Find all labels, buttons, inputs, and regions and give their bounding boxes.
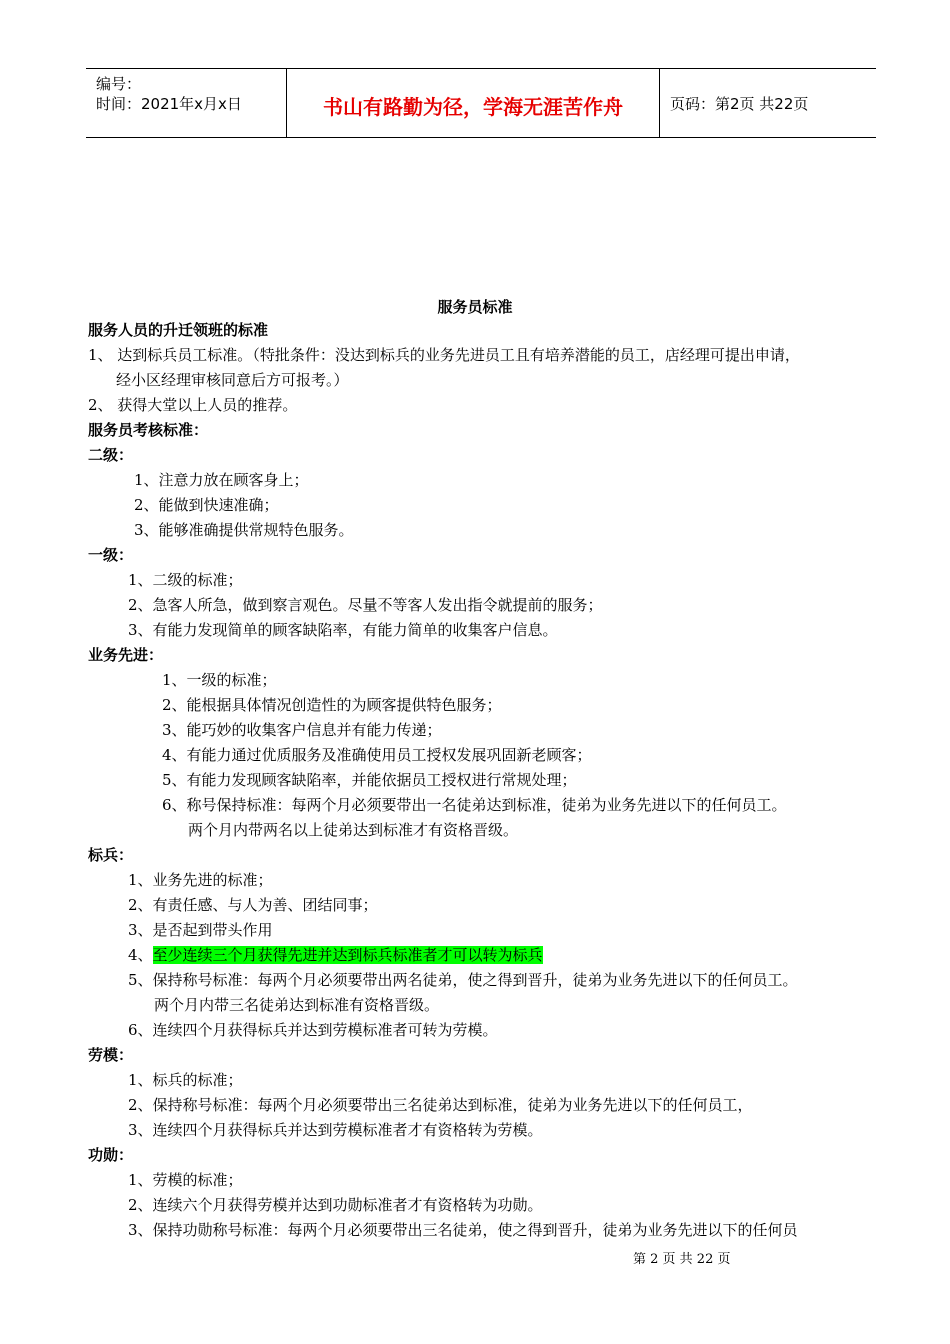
model-item-4-number: 4、 [128,946,153,964]
section-promotion: 服务人员的升迁领班的标准 [88,321,269,339]
promotion-item-1-cont: 经小区经理审核同意后方可报考。） [116,371,349,389]
model-item-2: 2、有责任感、与人为善、团结同事； [128,896,378,914]
level2-title: 二级： [88,446,134,464]
model-item-1: 1、业务先进的标准； [128,871,273,889]
model-item-6: 6、连续四个月获得标兵并达到劳模标准者可转为劳模。 [128,1021,498,1039]
page-code: 页码：第2页 共22页 [670,95,809,113]
page-header [86,68,876,138]
advanced-item-1: 1、一级的标准； [162,671,277,689]
model-item-3: 3、是否起到带头作用 [128,921,273,939]
level2-item-3: 3、能够准确提供常规特色服务。 [134,521,354,539]
header-page-cell [660,69,876,137]
number-label: 编号： [96,75,142,93]
merit-item-2: 2、连续六个月获得劳模并达到功勋标准者才有资格转为功勋。 [128,1196,543,1214]
section-assessment: 服务员考核标准： [88,421,209,439]
header-info-cell [86,69,286,137]
merit-item-3: 3、保持功勋称号标准：每两个月必须要带出三名徒弟，使之得到晋升，徒弟为业务先进以下的任何员 [128,1221,798,1239]
motto: 书山有路勤为径，学海无涯苦作舟 [323,95,623,119]
promotion-item-2: 2、 获得大堂以上人员的推荐。 [88,396,298,414]
model-item-5-cont: 两个月内带三名徒弟达到标准有资格晋级。 [154,996,440,1014]
advanced-item-5: 5、有能力发现顾客缺陷率，并能依据员工授权进行常规处理； [162,771,577,789]
level1-item-1: 1、二级的标准； [128,571,243,589]
level1-item-2: 2、急客人所急，做到察言观色。尽量不等客人发出指令就提前的服务； [128,596,603,614]
document-title: 服务员标准 [437,298,513,316]
advanced-item-6-cont: 两个月内带两名以上徒弟达到标准才有资格晋级。 [188,821,519,839]
labor-model-title: 劳模： [88,1046,134,1064]
merit-title: 功勋： [88,1146,134,1164]
merit-item-1: 1、劳模的标准； [128,1171,243,1189]
labor-item-2: 2、保持称号标准：每两个月必须要带出三名徒弟达到标准，徒弟为业务先进以下的任何员工， [128,1096,753,1114]
page-footer: 第 2 页 共 22 页 [633,1252,731,1267]
header-motto-cell [286,69,660,137]
level2-item-1: 1、注意力放在顾客身上； [134,471,309,489]
promotion-item-1: 1、 达到标兵员工标准。（特批条件：没达到标兵的业务先进员工且有培养潜能的员工，店经理可提出申请， [88,346,800,364]
level1-item-3: 3、有能力发现简单的顾客缺陷率，有能力简单的收集客户信息。 [128,621,558,639]
advanced-item-3: 3、能巧妙的收集客户信息并有能力传递； [162,721,442,739]
advanced-item-4: 4、有能力通过优质服务及准确使用员工授权发展巩固新老顾客； [162,746,592,764]
model-worker-title: 标兵： [88,846,134,864]
model-item-5: 5、保持称号标准：每两个月必须要带出两名徒弟，使之得到晋升，徒弟为业务先进以下的任何员工。 [128,971,798,989]
level1-title: 一级： [88,546,134,564]
time-label: 时间：2021年x月x日 [96,95,242,113]
labor-item-1: 1、标兵的标准； [128,1071,243,1089]
advanced-item-6: 6、称号保持标准：每两个月必须要带出一名徒弟达到标准，徒弟为业务先进以下的任何员工。 [162,796,787,814]
level2-item-2: 2、能做到快速准确； [134,496,279,514]
highlighted-text: 至少连续三个月获得先进并达到标兵标准者才可以转为标兵 [152,946,543,964]
labor-item-3: 3、连续四个月获得标兵并达到劳模标准者才有资格转为劳模。 [128,1121,543,1139]
advanced-title: 业务先进： [88,646,164,664]
advanced-item-2: 2、能根据具体情况创造性的为顾客提供特色服务； [162,696,502,714]
model-item-4 [128,945,543,965]
